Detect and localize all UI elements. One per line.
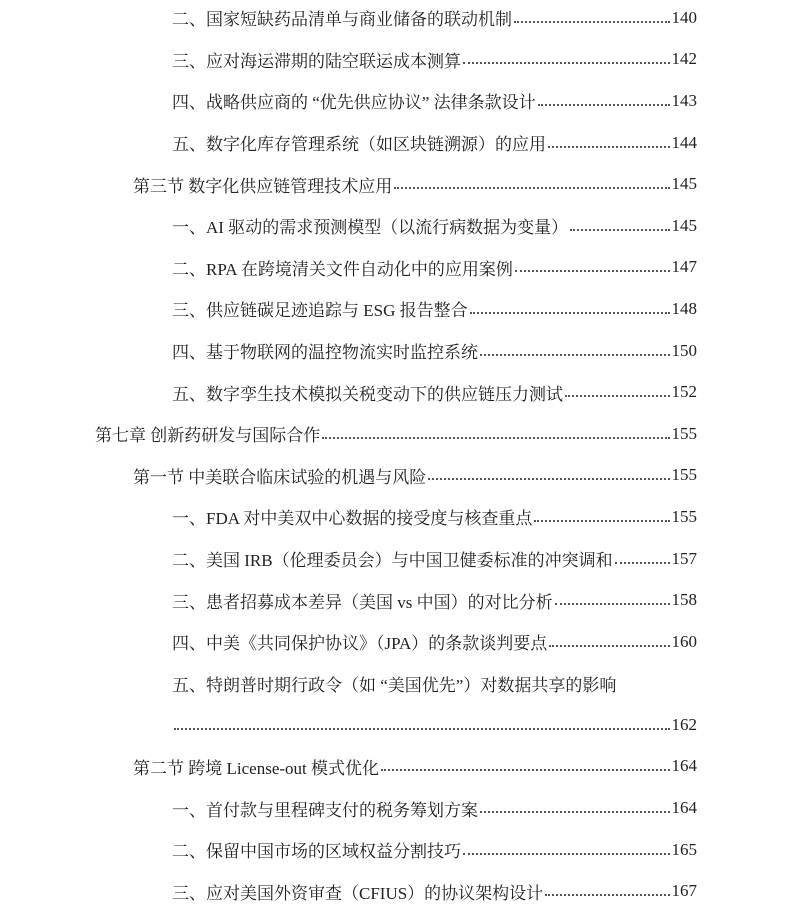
toc-page-number: 165 [671,839,697,859]
toc-entry-title: 五、数字孪生技术模拟关税变动下的供应链压力测试 [172,384,563,404]
toc-entry-section[interactable] [0,163,793,205]
toc-entry-item[interactable] [0,787,793,829]
dot-leader [394,187,669,189]
toc-entry-title: 四、战略供应商的 “优先供应协议” 法律条款设计 [172,93,536,113]
toc-page-number: 157 [671,548,697,568]
dot-leader [322,437,669,439]
toc-entry-item[interactable] [0,122,793,164]
dot-leader [463,62,670,64]
toc-entry-continuation[interactable] [0,704,793,746]
toc-entry-item[interactable] [0,39,793,81]
dot-leader [548,146,670,148]
toc-entry-item[interactable] [0,288,793,330]
toc-entry-item[interactable] [0,579,793,621]
toc-entry-title: 五、数字化库存管理系统（如区块链溯源）的应用 [172,135,546,155]
toc-entry-title: 第一节 中美联合临床试验的机遇与风险 [133,467,427,487]
toc-entry-item[interactable] [0,80,793,122]
toc-page-number: 160 [671,631,697,651]
dot-leader [615,562,670,564]
toc-page-number: 164 [671,798,697,818]
dot-leader [381,769,670,771]
toc-page-number: 164 [671,756,697,776]
toc-entry-item[interactable] [0,663,793,705]
toc-entry-title: 四、基于物联网的温控物流实时监控系统 [172,343,478,363]
toc-entry-title: 五、特朗普时期行政令（如 “美国优先”）对数据共享的影响 [172,675,617,695]
toc-entry-section[interactable] [0,455,793,497]
toc-entry-title: 一、首付款与里程碑支付的税务筹划方案 [172,800,478,820]
toc-page-number: 155 [671,506,697,526]
toc-entry-item[interactable] [0,538,793,580]
dot-leader [549,645,669,647]
toc-page-number: 150 [671,340,697,360]
dot-leader [555,603,670,605]
toc-entry-item[interactable] [0,870,793,912]
toc-entry-item[interactable] [0,496,793,538]
dot-leader [480,354,670,356]
toc-entry-item[interactable] [0,330,793,372]
toc-entry-item[interactable] [0,621,793,663]
toc-page-number: 140 [671,7,697,27]
toc-entry-title: 二、保留中国市场的区域权益分割技巧 [172,842,461,862]
toc-page-number: 158 [671,590,697,610]
toc-entry-title: 三、患者招募成本差异（美国 vs 中国）的对比分析 [172,592,553,612]
toc-entry-item[interactable] [0,371,793,413]
dot-leader [470,312,670,314]
dot-leader [463,853,670,855]
toc-entry-title: 三、应对美国外资审查（CFIUS）的协议架构设计 [172,883,544,903]
toc-entry-item[interactable] [0,205,793,247]
dot-leader [428,478,669,480]
dot-leader [565,395,670,397]
toc-entry-title: 三、供应链碳足迹追踪与 ESG 报告整合 [172,301,468,321]
toc-page-number: 152 [671,382,697,402]
toc-page-number: 148 [671,298,697,318]
toc-entry-title: 第三节 数字化供应链管理技术应用 [133,176,393,196]
toc-entry-title: 第二节 跨境 License-out 模式优化 [133,758,379,778]
dot-leader [515,270,670,272]
toc-page-number: 145 [671,174,697,194]
toc-entry-title: 三、应对海运滞期的陆空联运成本测算 [172,51,461,71]
toc-entry-section[interactable] [0,746,793,788]
dot-leader [570,229,669,231]
toc-page-number: 142 [671,49,697,69]
toc-page-number: 144 [671,132,697,152]
toc-entry-title: 二、国家短缺药品清单与商业储备的联动机制 [172,10,512,30]
toc-page-number: 155 [671,423,697,443]
toc-page-number: 155 [671,465,697,485]
dot-leader [514,21,670,23]
toc-entry-chapter[interactable] [0,413,793,455]
toc-entry-title: 第七章 创新药研发与国际合作 [95,426,321,446]
dot-leader [545,894,669,896]
toc-entry-item[interactable] [0,247,793,289]
toc-entry-item[interactable] [0,829,793,871]
toc-entry-item[interactable] [0,0,793,39]
toc-page-number: 145 [671,215,697,235]
dot-leader [538,104,670,106]
toc-entry-title: 二、美国 IRB（伦理委员会）与中国卫健委标准的冲突调和 [172,551,613,571]
dot-leader [480,811,670,813]
toc-page-number: 167 [671,881,697,901]
dot-leader [534,520,669,522]
toc-page-number: 147 [671,257,697,277]
toc-entry-title: 二、RPA 在跨境清关文件自动化中的应用案例 [172,259,513,279]
toc-entry-title: 一、AI 驱动的需求预测模型（以流行病数据为变量） [172,218,569,238]
dot-leader [174,728,670,730]
toc-entry-title: 一、FDA 对中美双中心数据的接受度与核查重点 [172,509,533,529]
toc-page-number: 143 [671,90,697,110]
toc-page-number: 162 [671,714,697,734]
toc-entry-title: 四、中美《共同保护协议》（JPA）的条款谈判要点 [172,634,548,654]
